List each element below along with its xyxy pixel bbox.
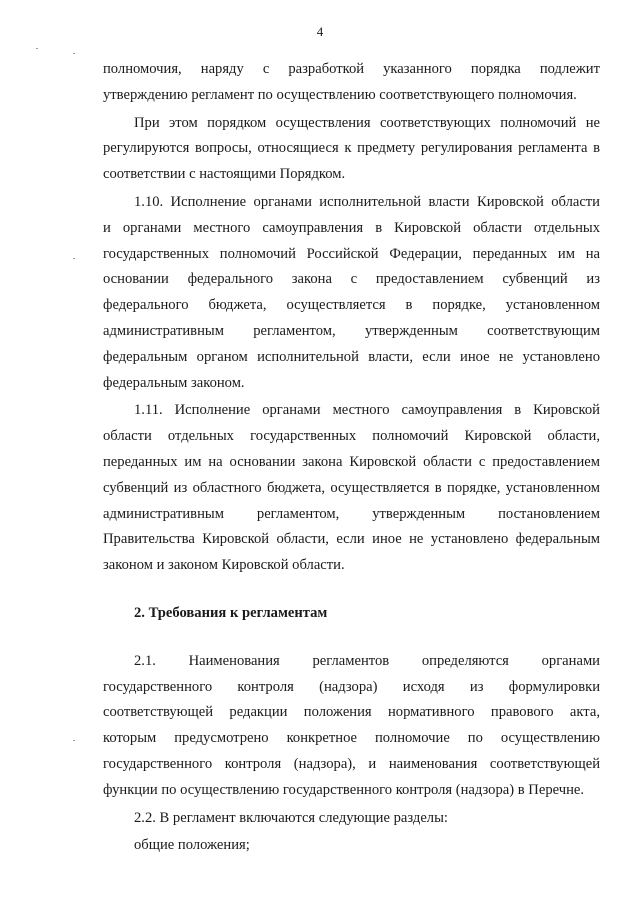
text-line: федеральным органом исполнительной власти, если иное не установлено [103, 348, 600, 365]
text-line: общие положения; [134, 837, 250, 854]
text-line: законом и законом Кировской области. [103, 557, 345, 574]
page-body [103, 57, 600, 859]
text-line: и органами местного самоуправления в Кировской области отдельных [103, 219, 600, 236]
scan-speck [36, 48, 38, 49]
paragraph-1-11 [103, 398, 600, 579]
text-line: Правительства Кировской области, если иное не установлено федеральным [103, 531, 600, 548]
scan-speck [73, 740, 75, 741]
text-line: административным регламентом, утвержденным соответствующим [103, 322, 600, 339]
text-line: государственного контроля (надзора) исходя из формулировки [103, 678, 600, 695]
text-line: государственных полномочий Российской Федерации, переданных им на [103, 245, 600, 262]
text-line: области отдельных государственных полномочий Кировской области, [103, 428, 600, 445]
text-line: административным регламентом, утвержденным постановлением [103, 505, 600, 522]
text-line: 1.10. Исполнение органами исполнительной власти Кировской области [134, 193, 600, 210]
text-line: субвенций из областного бюджета, осуществляется в порядке, установленном [103, 479, 600, 496]
scan-speck [73, 53, 75, 54]
text-line: 1.11. Исполнение органами местного самоуправления в Кировской [134, 402, 600, 419]
text-line: полномочия, наряду с разработкой указанного порядка подлежит [103, 61, 600, 77]
paragraph [103, 57, 600, 109]
text-line: утверждению регламент по осуществлению соответствующего полномочия. [103, 86, 577, 103]
text-line: государственного контроля (надзора), и наименования соответствующей [103, 755, 600, 772]
text-line: регулируются вопросы, относящиеся к предмету регулирования регламента в [103, 140, 600, 157]
scan-speck [73, 258, 75, 259]
text-line: 2.2. В регламент включаются следующие разделы: [134, 809, 448, 826]
list-item [103, 833, 600, 859]
text-line: соответствующей редакции положения нормативного правового акта, [103, 704, 600, 721]
section-heading: 2. Требования к регламентам [134, 604, 328, 621]
text-line: соответствии с настоящими Порядком. [103, 166, 346, 183]
paragraph [103, 111, 600, 188]
text-line: федеральным законом. [103, 374, 245, 391]
paragraph-2-2 [103, 806, 600, 832]
paragraph-1-10 [103, 190, 600, 396]
text-line: федерального бюджета, осуществляется в порядке, установленном [103, 297, 600, 314]
text-line: 2.1. Наименования регламентов определяются органами [134, 652, 600, 669]
text-line: которым предусмотрено конкретное полномочие по осуществлению [103, 730, 600, 747]
text-line: При этом порядком осуществления соответствующих полномочий не [134, 114, 600, 131]
text-line: переданных им на основании закона Кировской области с предоставлением [103, 453, 600, 470]
paragraph-2-1 [103, 649, 600, 804]
text-line: функции по осуществлению государственного контроля (надзора) в Перечне. [103, 781, 585, 798]
page-number: 4 [316, 24, 324, 39]
text-line: основании федерального закона с предоставлением субвенций из [103, 271, 600, 288]
